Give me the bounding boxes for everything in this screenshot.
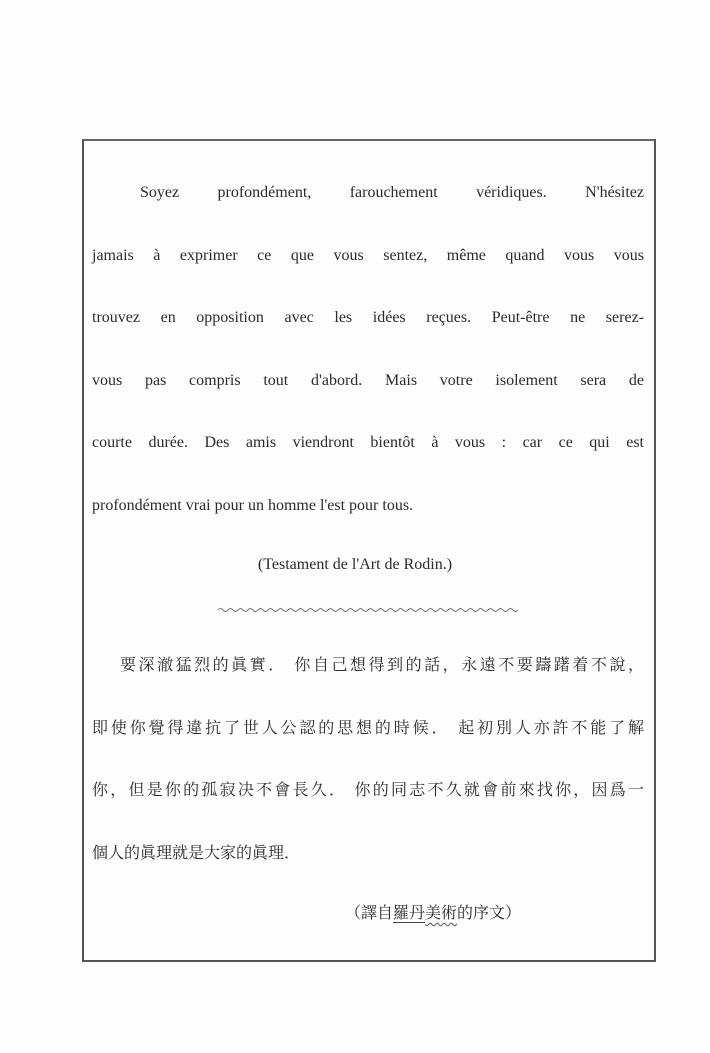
citation-rest: 的序文）: [457, 903, 522, 922]
chinese-citation: [345, 900, 521, 923]
chinese-line-3: 你，但是你的孤寂决不會長久． 你的同志不久就會前來找你，因爲一: [92, 780, 644, 799]
french-line-5: courte durée. Des amis viendront bientôt à vous : car ce qui est: [92, 434, 644, 451]
chinese-line-2: 即使你覺得違抗了世人公認的思想的時候． 起初別人亦許不能了解: [92, 718, 644, 737]
french-line-4: vous pas compris tout d'abord. Mais votre isolement sera de: [92, 372, 644, 389]
french-line-2: jamais à exprimer ce que vous sentez, même quand vous vous: [92, 247, 644, 264]
citation-open: （譯自: [345, 903, 394, 922]
citation-book-title: 美術: [425, 903, 458, 922]
french-line-1: Soyez profondément, farouchement véridiques. N'hésitez: [140, 184, 644, 201]
french-line-6: profondément vrai pour un homme l'est pour tous.: [92, 497, 414, 514]
citation-name-rodin: 羅丹: [393, 903, 426, 922]
wavy-divider: [218, 606, 518, 614]
chinese-line-4: 個人的眞理就是大家的眞理．: [92, 843, 301, 862]
french-line-3: trouvez en opposition avec les idées reçues. Peut-être ne serez-: [92, 309, 644, 326]
french-citation: (Testament de l'Art de Rodin.): [257, 556, 453, 573]
chinese-line-1: 要深澈猛烈的眞實． 你自己想得到的話，永遠不要躊躇着不說，: [120, 655, 644, 674]
